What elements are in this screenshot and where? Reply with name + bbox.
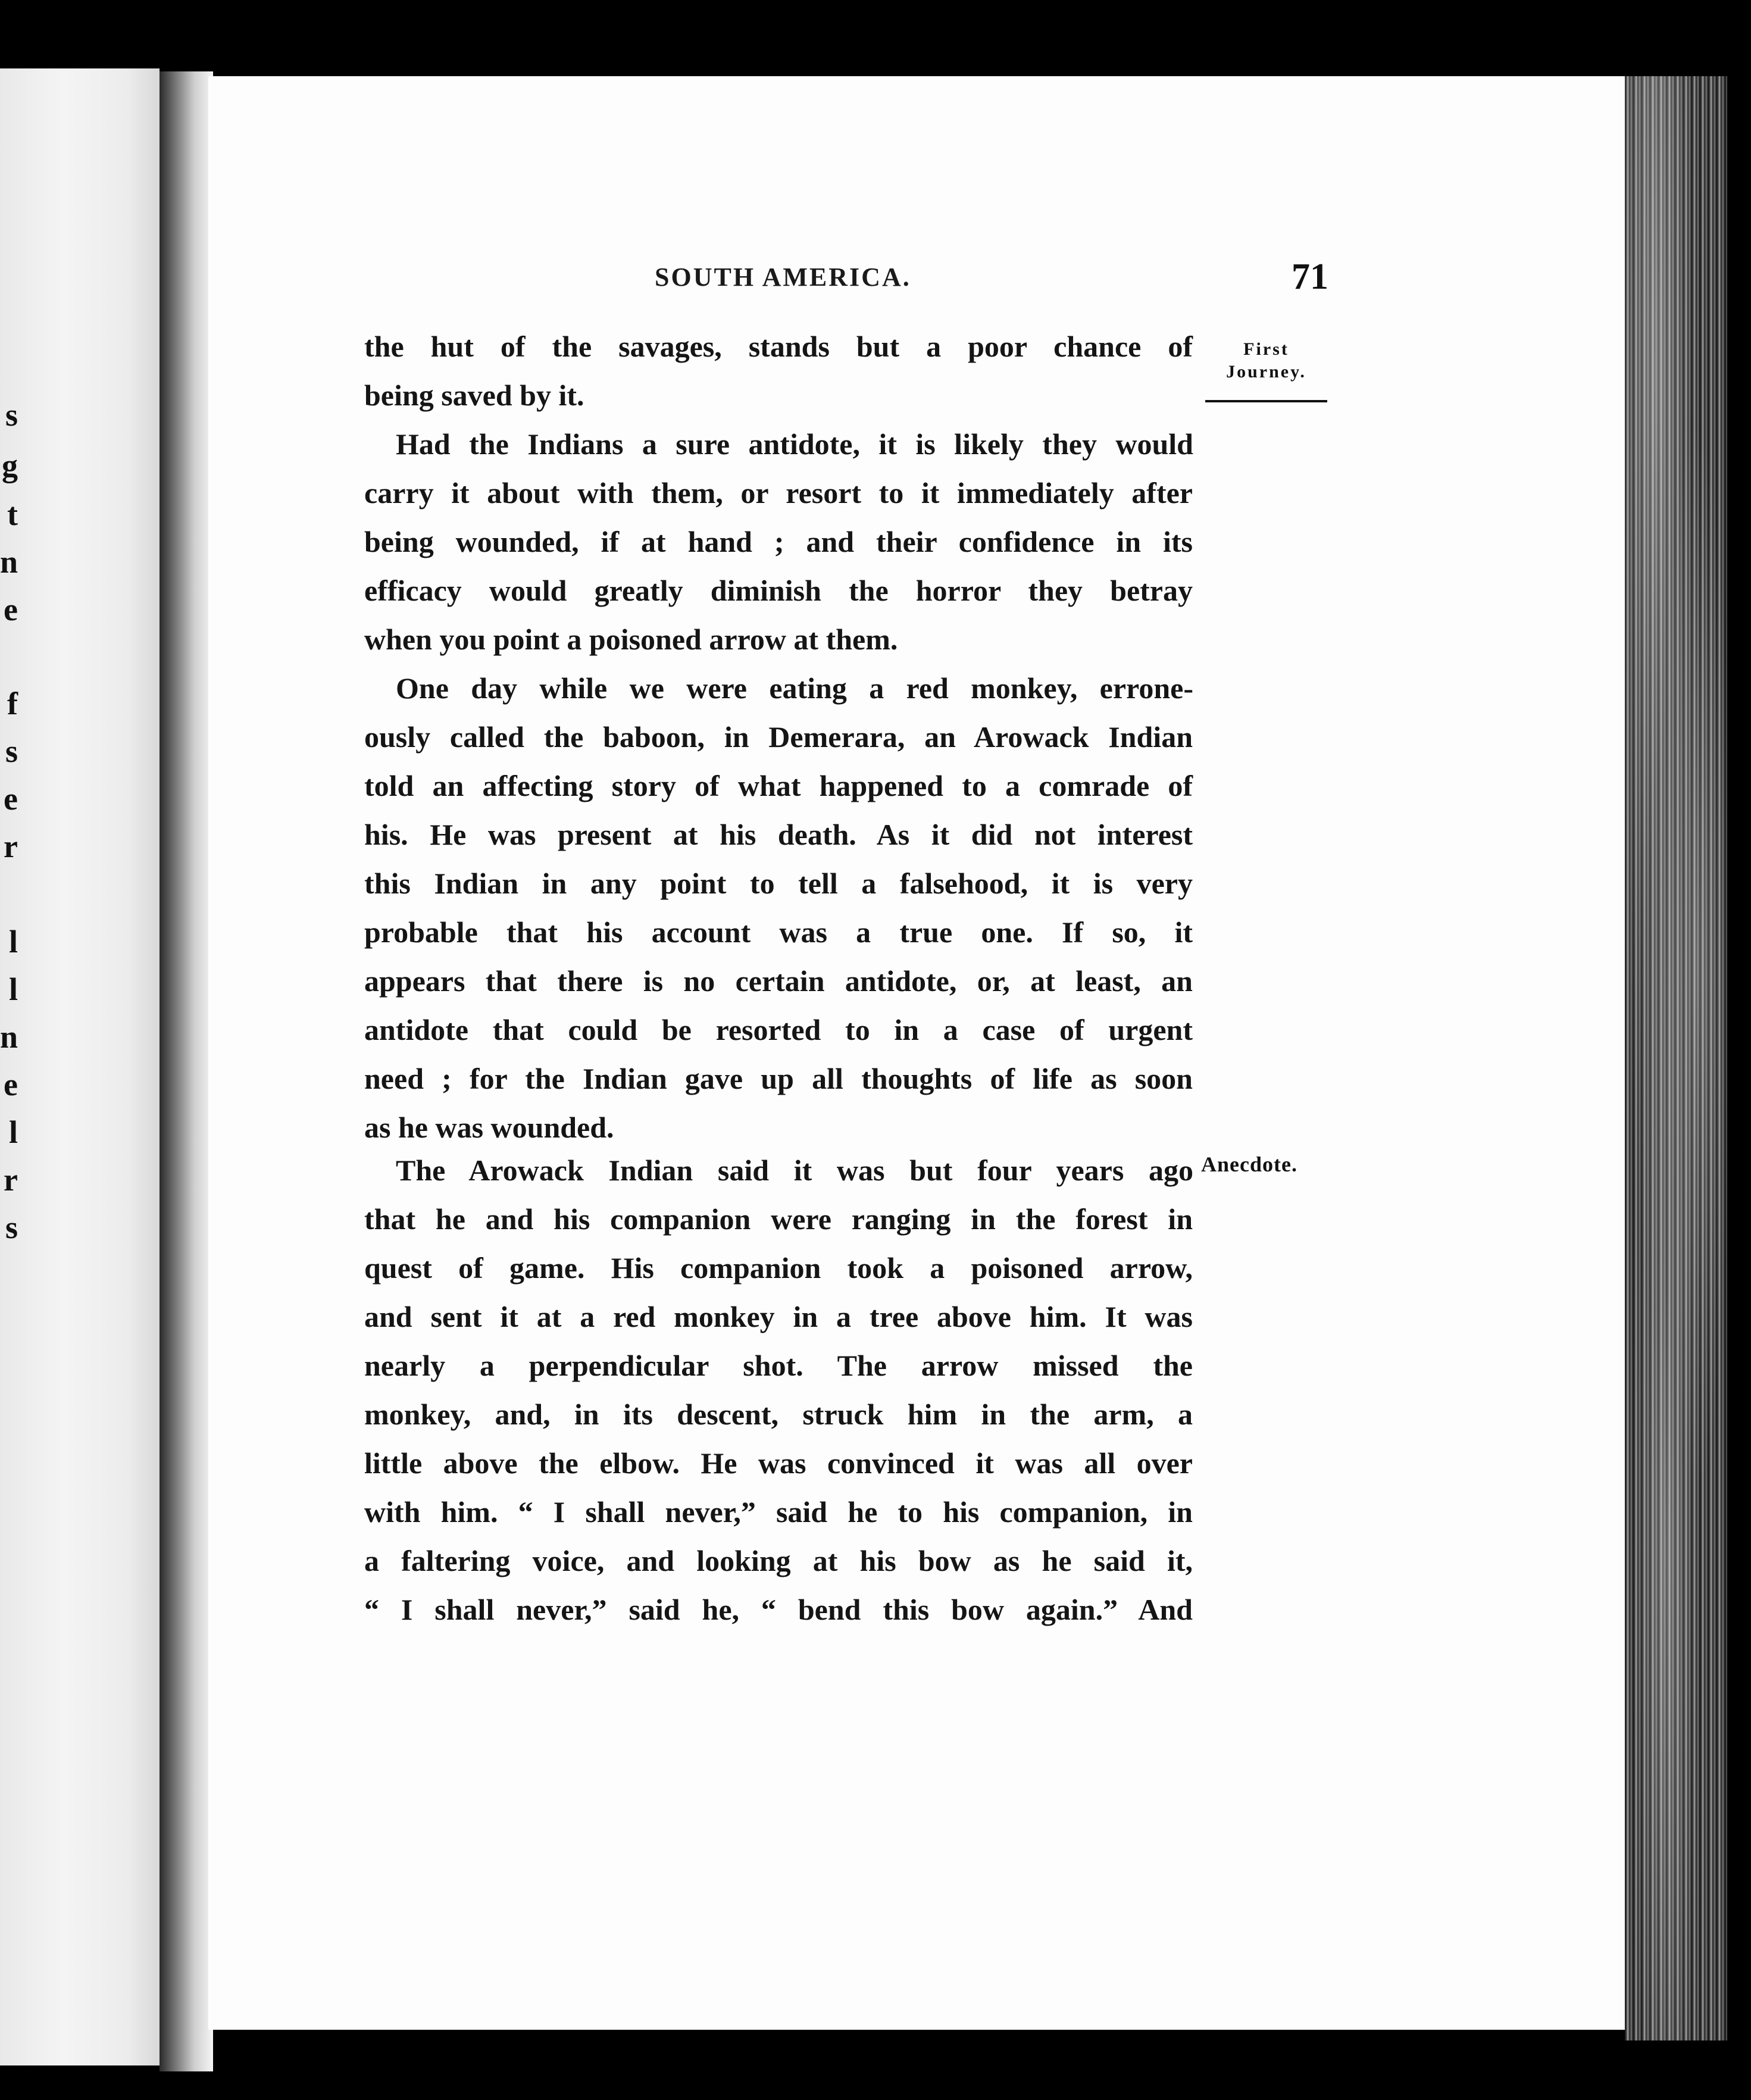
running-head: SOUTH AMERICA.	[655, 262, 911, 292]
text-line: antidote that could be resorted to in a case of urgent	[364, 1013, 1193, 1046]
left-page-letter: e	[4, 592, 18, 627]
left-page-letter: r	[4, 829, 18, 864]
left-page-letter: e	[4, 1067, 18, 1102]
text-line: as he was wounded.	[364, 1111, 614, 1144]
text-line: that he and his companion were ranging in the forest in	[364, 1202, 1193, 1236]
text-line: told an affecting story of what happened to a comrade of	[364, 769, 1193, 802]
text-line: Had the Indians a sure antidote, it is likely they would	[396, 427, 1193, 461]
text-line: monkey, and, in its descent, struck him in the arm, a	[364, 1398, 1193, 1431]
page-number: 71	[1292, 257, 1328, 297]
previous-page-edge	[0, 68, 160, 2065]
text-line: the hut of the savages, stands but a poor chance of	[364, 330, 1193, 363]
left-page-letter: n	[0, 1019, 18, 1055]
text-line: his. He was present at his death. As it did not interest	[364, 818, 1193, 851]
left-page-letter: t	[7, 496, 18, 532]
left-page-letter: s	[5, 397, 18, 433]
text-line: quest of game. His companion took a poisoned arrow,	[364, 1251, 1193, 1285]
left-page-letter: l	[8, 1114, 18, 1150]
left-page-letter: l	[8, 971, 18, 1007]
text-line: The Arowack Indian said it was but four years ago	[396, 1154, 1193, 1187]
left-page-letter: g	[2, 448, 18, 483]
left-page-letter: l	[8, 924, 18, 960]
page-fore-edge-mottle	[1625, 76, 1727, 2040]
text-line: need ; for the Indian gave up all thoughts of life as soon	[364, 1062, 1193, 1095]
text-line: efficacy would greatly diminish the horror they betray	[364, 574, 1193, 607]
text-line: being saved by it.	[364, 379, 584, 412]
text-line: nearly a perpendicular shot. The arrow missed the	[364, 1349, 1193, 1382]
margin-note-rule	[1205, 400, 1327, 402]
left-page-letter: r	[4, 1162, 18, 1198]
left-page-letter: s	[5, 1210, 18, 1245]
text-line: being wounded, if at hand ; and their confidence in its	[364, 525, 1193, 558]
left-page-letter: e	[4, 781, 18, 817]
margin-note-anecdote: Anecdote.	[1201, 1152, 1297, 1176]
text-line: ously called the baboon, in Demerara, an Arowack Indian	[364, 720, 1193, 754]
text-line: little above the elbow. He was convinced it was all over	[364, 1446, 1193, 1480]
text-line: with him. “ I shall never,” said he to his companion, in	[364, 1495, 1193, 1529]
book-page	[208, 76, 1631, 2030]
text-line: appears that there is no certain antidote, or, at least, an	[364, 964, 1193, 998]
left-page-letter: n	[0, 544, 18, 580]
text-line: carry it about with them, or resort to it immediately after	[364, 476, 1193, 510]
left-page-letter: s	[5, 733, 18, 769]
margin-note-first-journey	[1205, 338, 1327, 383]
text-line: this Indian in any point to tell a falsehood, it is very	[364, 867, 1193, 900]
text-line: a faltering voice, and looking at his bow as he said it,	[364, 1544, 1193, 1577]
text-line: when you point a poisoned arrow at them.	[364, 623, 898, 656]
left-page-letter: f	[7, 686, 18, 721]
margin-note-line: First	[1243, 339, 1289, 359]
text-line: One day while we were eating a red monkey, errone-	[396, 671, 1193, 705]
margin-note-line: Journey.	[1226, 362, 1306, 382]
book-gutter-shadow	[160, 71, 213, 2071]
text-line: “ I shall never,” said he, “ bend this bow again.” And	[364, 1593, 1193, 1626]
text-line: and sent it at a red monkey in a tree above him. It was	[364, 1300, 1193, 1333]
text-line: probable that his account was a true one. If so, it	[364, 915, 1193, 949]
